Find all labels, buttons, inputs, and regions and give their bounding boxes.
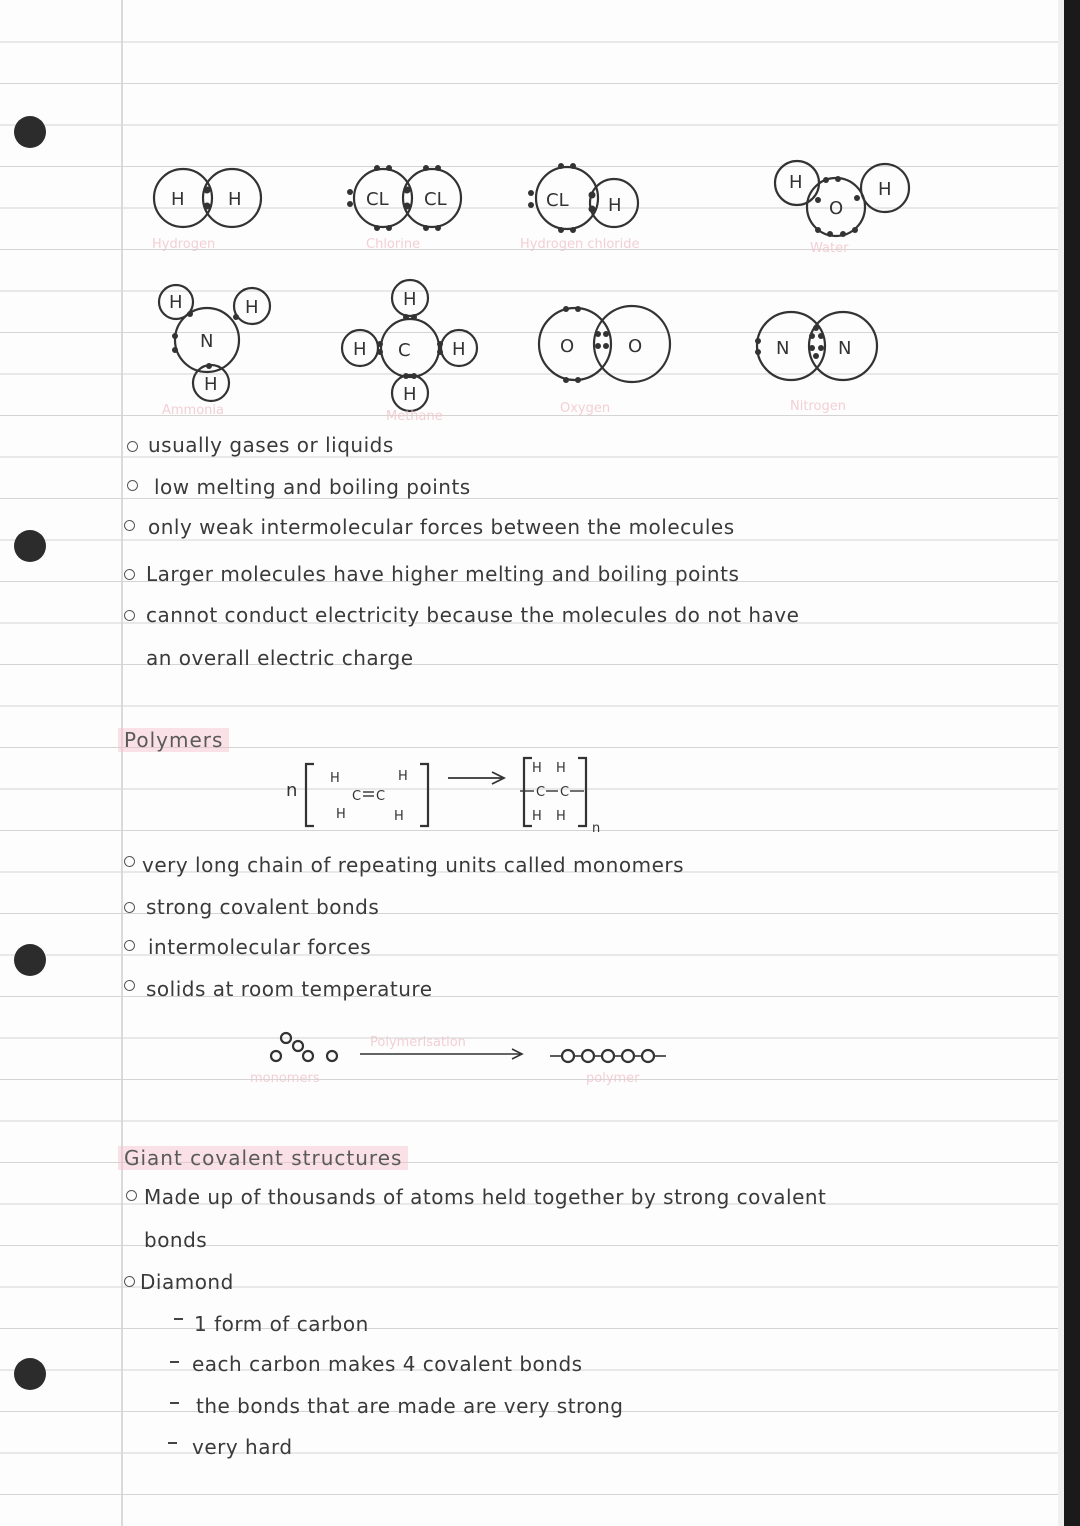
diagram-caption: polymer bbox=[586, 1071, 640, 1086]
svg-text:H: H bbox=[336, 807, 346, 822]
bullet-icon bbox=[124, 980, 135, 991]
note-line: Made up of thousands of atoms held together by strong covalent bbox=[144, 1185, 827, 1209]
diagram-caption: Oxygen bbox=[560, 401, 611, 416]
bullet-icon bbox=[124, 902, 135, 913]
svg-text:H: H bbox=[556, 809, 566, 824]
diagram-caption: Water bbox=[810, 241, 849, 256]
bullet-icon bbox=[124, 940, 135, 951]
atom-label: H bbox=[452, 339, 466, 360]
atom-label: N bbox=[838, 338, 852, 359]
punch-hole bbox=[14, 944, 46, 976]
diagram-caption: Ammonia bbox=[162, 403, 224, 418]
atom-label: C bbox=[398, 340, 411, 361]
note-line: low melting and boiling points bbox=[154, 475, 471, 499]
diagram-caption: Nitrogen bbox=[790, 399, 846, 414]
bullet-icon bbox=[124, 569, 135, 580]
atom-label: CL bbox=[546, 190, 569, 211]
atom-label: H bbox=[403, 384, 417, 405]
note-line: each carbon makes 4 covalent bonds bbox=[192, 1352, 583, 1376]
diagram-caption: Chlorine bbox=[366, 237, 421, 252]
diamond-label: Diamond bbox=[140, 1270, 234, 1294]
water-molecule-diagram bbox=[775, 161, 909, 256]
note-line: cannot conduct electricity because the molecules do not have bbox=[146, 603, 800, 627]
note-line: very long chain of repeating units called monomers bbox=[142, 853, 685, 877]
atom-label: H bbox=[878, 179, 892, 200]
bullet-icon bbox=[126, 1190, 137, 1201]
note-line: an overall electric charge bbox=[146, 646, 414, 670]
atom-label: O bbox=[829, 198, 844, 219]
polymer-chain-diagram bbox=[250, 1020, 730, 1090]
atom-label: H bbox=[171, 189, 185, 210]
ammonia-molecule-diagram bbox=[159, 285, 270, 418]
atom-label: H bbox=[608, 195, 622, 216]
note-line: very hard bbox=[192, 1435, 293, 1459]
atom-label: O bbox=[628, 336, 643, 357]
nitrogen-molecule-diagram bbox=[755, 312, 877, 414]
note-line: Larger molecules have higher melting and boiling points bbox=[146, 562, 740, 586]
dot-cross-diagrams bbox=[0, 0, 1080, 440]
note-line: the bonds that are made are very strong bbox=[196, 1394, 624, 1418]
oxygen-molecule-diagram bbox=[539, 306, 670, 416]
svg-text:H: H bbox=[394, 809, 404, 824]
bullet-icon bbox=[124, 1276, 135, 1287]
diagram-caption: monomers bbox=[250, 1071, 320, 1086]
dash-icon bbox=[168, 1442, 177, 1444]
equation-n: n bbox=[286, 780, 298, 801]
dash-icon bbox=[174, 1318, 183, 1320]
note-line: solids at room temperature bbox=[146, 977, 433, 1001]
polymers-heading: Polymers bbox=[118, 728, 229, 752]
hydrogen-chloride-diagram bbox=[520, 163, 640, 252]
note-line: usually gases or liquids bbox=[148, 433, 394, 457]
atom-label: H bbox=[789, 172, 803, 193]
dash-icon bbox=[170, 1402, 179, 1404]
svg-text:C: C bbox=[560, 785, 570, 800]
giant-covalent-heading: Giant covalent structures bbox=[118, 1146, 408, 1170]
atom-label: H bbox=[204, 374, 218, 395]
bullet-icon bbox=[127, 480, 138, 491]
bullet-icon bbox=[124, 856, 135, 867]
bullet-icon bbox=[124, 610, 135, 621]
methane-molecule-diagram bbox=[342, 280, 477, 424]
atom-label: H bbox=[228, 189, 242, 210]
note-line: bonds bbox=[144, 1228, 208, 1252]
hydrogen-molecule-diagram bbox=[152, 169, 261, 252]
svg-text:H: H bbox=[532, 809, 542, 824]
svg-text:C: C bbox=[352, 789, 362, 804]
svg-text:H: H bbox=[398, 769, 408, 784]
atom-label: N bbox=[776, 338, 790, 359]
bullet-icon bbox=[124, 520, 135, 531]
atom-label: H bbox=[353, 339, 367, 360]
note-line: intermolecular forces bbox=[148, 935, 372, 959]
atom-label: H bbox=[245, 297, 259, 318]
atom-label: CL bbox=[366, 189, 389, 210]
note-line: 1 form of carbon bbox=[194, 1312, 369, 1336]
diagram-caption: Hydrogen chloride bbox=[520, 237, 640, 252]
svg-text:H: H bbox=[330, 771, 340, 786]
note-line: only weak intermolecular forces between the molecules bbox=[148, 515, 735, 539]
atom-label: N bbox=[200, 331, 214, 352]
polymerisation-equation bbox=[280, 750, 640, 840]
svg-text:n: n bbox=[592, 821, 601, 836]
svg-text:C: C bbox=[376, 789, 386, 804]
note-line: strong covalent bonds bbox=[146, 895, 380, 919]
svg-text:C: C bbox=[536, 785, 546, 800]
diagram-caption: Hydrogen bbox=[152, 237, 216, 252]
atom-label: H bbox=[403, 289, 417, 310]
atom-label: O bbox=[560, 336, 575, 357]
svg-text:H: H bbox=[556, 761, 566, 776]
diagram-caption: Polymerisation bbox=[370, 1035, 466, 1050]
punch-hole bbox=[14, 530, 46, 562]
atom-label: H bbox=[169, 292, 183, 313]
diagram-caption: Methane bbox=[386, 409, 443, 424]
svg-text:H: H bbox=[532, 761, 542, 776]
punch-hole bbox=[14, 1358, 46, 1390]
atom-label: CL bbox=[424, 189, 447, 210]
chlorine-molecule-diagram bbox=[347, 165, 461, 252]
bullet-icon bbox=[127, 441, 138, 452]
dash-icon bbox=[170, 1361, 179, 1363]
